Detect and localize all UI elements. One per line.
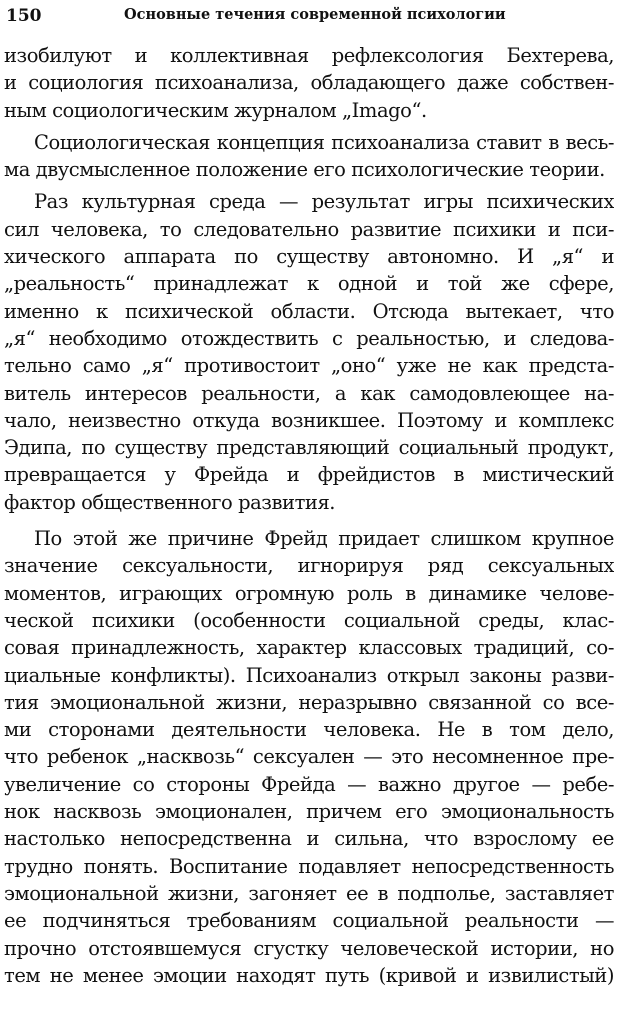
- text-line: сил человека, то следовательно развитие психики и пси-: [4, 217, 614, 241]
- text-line: тельно само „я“ противостоит „оно“ уже не как предста-: [4, 354, 614, 378]
- paragraph: [4, 129, 614, 184]
- text-line: ческой психики (особенности социальной среды, клас-: [4, 608, 614, 632]
- page-number: 150: [6, 6, 42, 26]
- text-line: превращается у Фрейда и фрейдистов в мистический: [4, 463, 614, 487]
- text-line: хического аппарата по существу автономно. И „я“ и: [4, 245, 614, 269]
- body-text: [4, 42, 614, 989]
- text-line: эмоциональной жизни, загоняет ее в подполье, заставляет: [4, 881, 614, 905]
- text-line: увеличение со стороны Фрейда — важно другое — ребе-: [4, 772, 614, 796]
- text-line: трудно понять. Воспитание подавляет непосредственность: [4, 854, 614, 878]
- paragraph: [4, 188, 614, 516]
- running-title: Основные течения современной психологии: [124, 6, 506, 23]
- text-line: По этой же причине Фрейд придает слишком крупное: [34, 527, 614, 551]
- text-line: „я“ необходимо отождествить с реальностью, и следова-: [4, 326, 614, 350]
- text-line: Раз культурная среда — результат игры психических: [34, 190, 614, 214]
- text-line: и социология психоанализа, обладающего даже собствен-: [4, 71, 614, 95]
- page-header: [6, 4, 614, 32]
- text-line: витель интересов реальности, а как самодовлеющее на-: [4, 381, 614, 405]
- text-line: фактор общественного развития.: [4, 490, 336, 514]
- text-line: значение сексуальности, игнорируя ряд сексуальных: [4, 554, 614, 578]
- text-line: чало, неизвестно откуда возникшее. Поэтому и комплекс: [4, 408, 614, 432]
- paragraph: [4, 525, 614, 989]
- text-line: Эдипа, по существу представляющий социальный продукт,: [4, 436, 614, 460]
- text-line: ным социологическим журналом „Imago“.: [4, 98, 427, 122]
- text-line: тем не менее эмоции находят путь (кривой и извилистый): [4, 963, 614, 987]
- text-line: настолько непосредственна и сильна, что взрослому ее: [4, 827, 614, 851]
- text-line: ми сторонами деятельности человека. Не в том дело,: [4, 718, 614, 742]
- text-line: циальные конфликты). Психоанализ открыл законы разви-: [4, 663, 614, 687]
- text-line: именно к психической области. Отсюда вытекает, что: [4, 299, 614, 323]
- paragraph: [4, 42, 614, 124]
- text-line: прочно отстоявшемуся сгустку человеческой истории, но: [4, 936, 614, 960]
- text-line: ма двусмысленное положение его психологические теории.: [4, 158, 605, 182]
- text-line: моментов, играющих огромную роль в динамике челове-: [4, 581, 614, 605]
- text-line: Социологическая концепция психоанализа ставит в весь-: [34, 130, 614, 154]
- text-line: тия эмоциональной жизни, неразрывно связанной со все-: [4, 690, 614, 714]
- text-line: нок насквозь эмоционален, причем его эмоциональность: [4, 800, 614, 824]
- text-line: „реальность“ принадлежат к одной и той же сфере,: [4, 272, 614, 296]
- text-line: ее подчиняться требованиям социальной реальности —: [4, 909, 614, 933]
- text-line: что ребенок „насквозь“ сексуален — это несомненное пре-: [4, 745, 614, 769]
- text-line: совая принадлежность, характер классовых традиций, со-: [4, 636, 614, 660]
- text-line: изобилуют и коллективная рефлексология Бехтерева,: [4, 44, 614, 67]
